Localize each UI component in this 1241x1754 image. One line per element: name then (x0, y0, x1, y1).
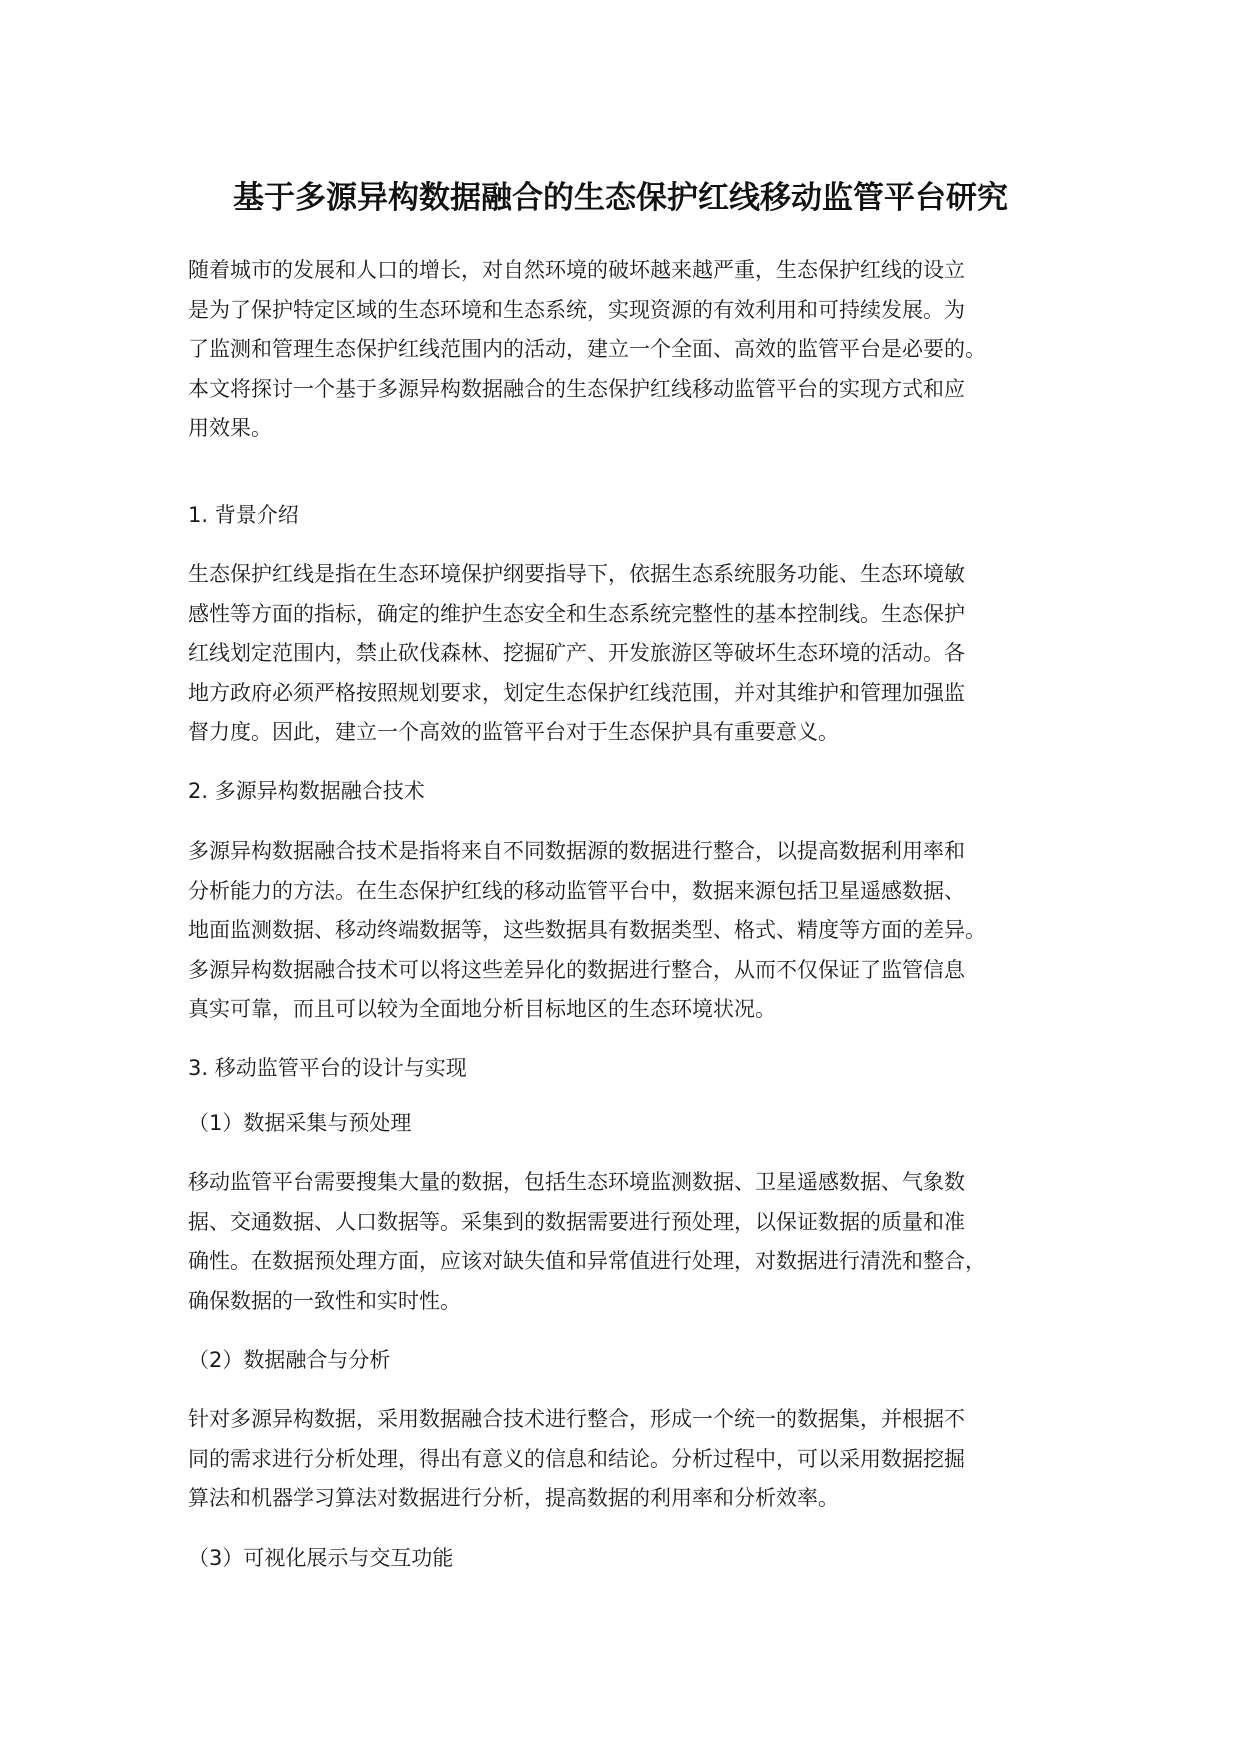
intro-paragraph (188, 251, 1068, 449)
text-line: 本文将探讨一个基于多源异构数据融合的生态保护红线移动监管平台的实现方式和应 (188, 376, 965, 401)
text-line: 确性。在数据预处理方面，应该对缺失值和异常值进行处理，对数据进行清洗和整合， (188, 1249, 986, 1273)
text-line: 地方政府必须严格按照规划要求，划定生态保护红线范围，并对其维护和管理加强监 (188, 680, 965, 705)
data-collection-paragraph (188, 1163, 1068, 1321)
text-line: 同的需求进行分析处理，得出有意义的信息和结论。分析过程中，可以采用数据挖掘 (188, 1446, 965, 1471)
text-line: 感性等方面的指标，确定的维护生态安全和生态系统完整性的基本控制线。生态保护 (188, 601, 965, 626)
section-heading-background: 1. 背景介绍 (188, 503, 299, 527)
text-line: 地面监测数据、移动终端数据等，这些数据具有数据类型、格式、精度等方面的差异。 (188, 918, 986, 942)
text-line: 督力度。因此，建立一个高效的监管平台对于生态保护具有重要意义。 (188, 720, 839, 744)
fusion-analysis-paragraph (188, 1400, 1068, 1519)
subsection-heading-visualization: （3）可视化展示与交互功能 (188, 1546, 454, 1570)
text-line: 移动监管平台需要搜集大量的数据，包括生态环境监测数据、卫星遥感数据、气象数 (188, 1170, 965, 1194)
text-line: 随着城市的发展和人口的增长，对自然环境的破坏越来越严重，生态保护红线的设立 (188, 258, 965, 282)
section-heading-platform-design: 3. 移动监管平台的设计与实现 (188, 1056, 467, 1080)
text-line: 据、交通数据、人口数据等。采集到的数据需要进行预处理，以保证数据的质量和准 (188, 1209, 965, 1234)
text-line: 是为了保护特定区域的生态环境和生态系统，实现资源的有效利用和可持续发展。为 (188, 297, 965, 322)
section-heading-data-fusion: 2. 多源异构数据融合技术 (188, 779, 425, 803)
data-fusion-paragraph (188, 832, 1068, 1030)
text-line: 用效果。 (188, 416, 272, 440)
text-line: 针对多源异构数据，采用数据融合技术进行整合，形成一个统一的数据集，并根据不 (188, 1407, 965, 1431)
text-line: 红线划定范围内，禁止砍伐森林、挖掘矿产、开发旅游区等破坏生态环境的活动。各 (188, 641, 965, 665)
text-line: 真实可靠，而且可以较为全面地分析目标地区的生态环境状况。 (188, 997, 776, 1021)
text-line: 了监测和管理生态保护红线范围内的活动，建立一个全面、高效的监管平台是必要的。 (188, 337, 986, 361)
subsection-heading-fusion-analysis: （2）数据融合与分析 (188, 1348, 391, 1372)
text-line: 算法和机器学习算法对数据进行分析，提高数据的利用率和分析效率。 (188, 1486, 839, 1510)
text-line: 多源异构数据融合技术是指将来自不同数据源的数据进行整合，以提高数据利用率和 (188, 839, 965, 863)
text-line: 确保数据的一致性和实时性。 (188, 1288, 461, 1313)
text-line: 分析能力的方法。在生态保护红线的移动监管平台中，数据来源包括卫星遥感数据、 (188, 878, 965, 903)
text-line: 生态保护红线是指在生态环境保护纲要指导下，依据生态系统服务功能、生态环境敏 (188, 562, 965, 586)
document-title: 基于多源异构数据融合的生态保护红线移动监管平台研究 (233, 180, 1008, 216)
background-paragraph (188, 555, 1068, 753)
text-line: 多源异构数据融合技术可以将这些差异化的数据进行整合，从而不仅保证了监管信息 (188, 957, 965, 982)
subsection-heading-data-collection: （1）数据采集与预处理 (188, 1111, 412, 1135)
